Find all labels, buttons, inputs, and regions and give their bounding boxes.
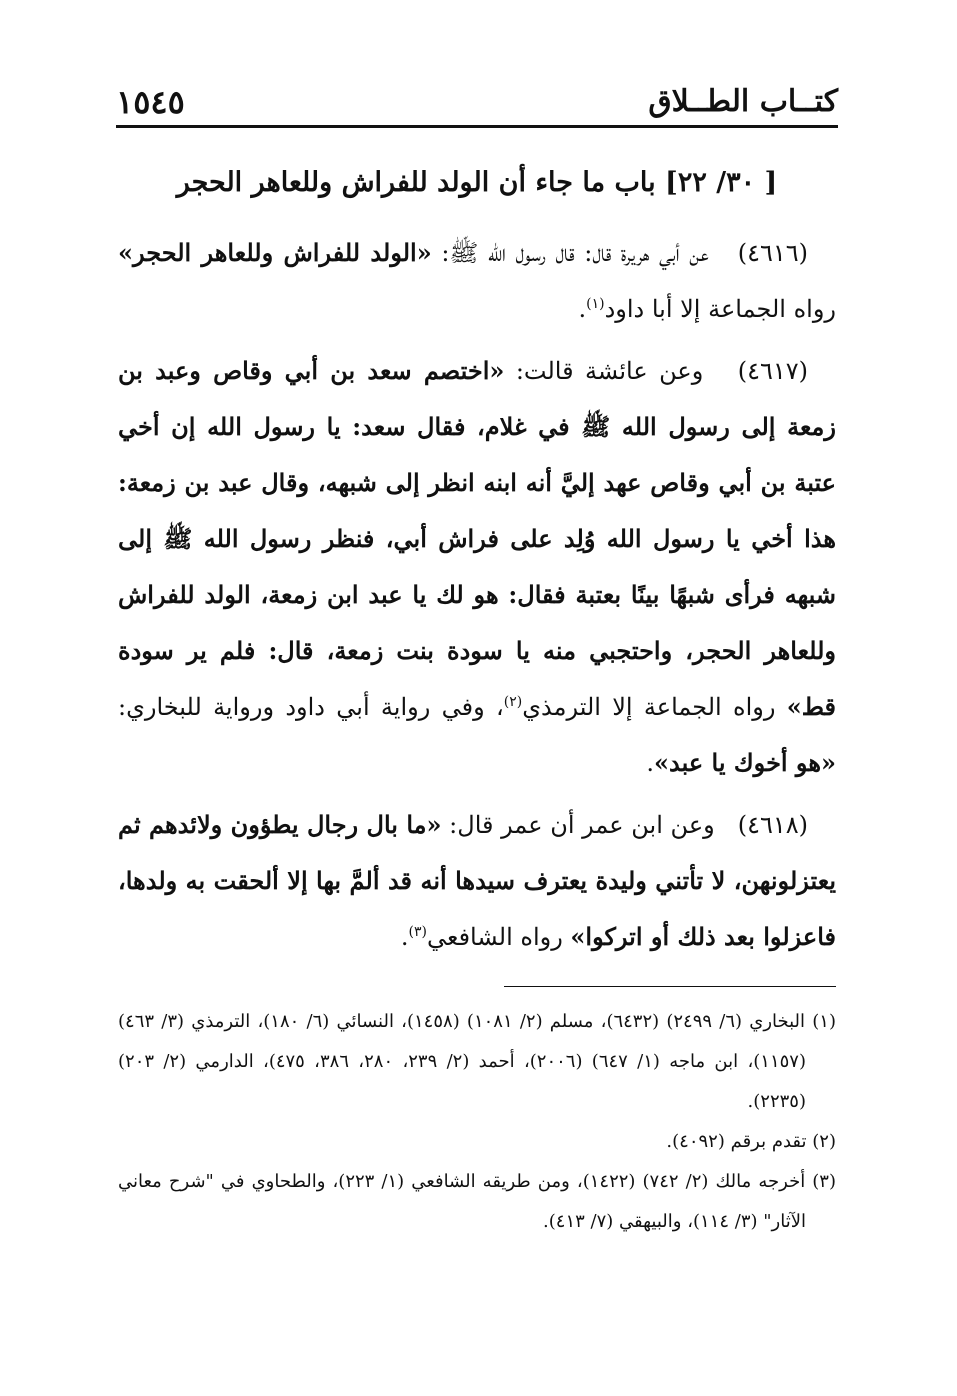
page-header [116, 82, 838, 124]
footnote-2: (٢) تقدم برقم (٤٠٩٢). [666, 1131, 836, 1152]
footnote-3: (٣) أخرجه مالك (٢/ ٧٤٢) (١٤٢٢)، ومن طريقه الشافعي (١/ ٢٢٣)، والطحاوي في "شرح معاني الآثار" (٣/ ١١٤)، والبيهقي (٧/ ٤١٣). [118, 1171, 836, 1232]
hadith-end: . [578, 295, 587, 323]
hadith-variant-matn: «هو أخوك يا عبد» [654, 748, 836, 777]
footnote-1: (١) البخاري (٦/ ٢٤٩٩) (٦٤٣٢)، مسلم (٢/ ١٠٨١) (١٤٥٨)، النسائي (٦/ ١٨٠)، الترمذي (٣/ ٤٦٣) (١١٥٧)، ابن ماجه (١/ ٦٤٧) (٢٠٠٦)، أحمد (٢/ ٢٣٩، ٢٨٠، ٣٨٦، ٤٧٥)، الدارمي (٢/ ٢٠٣) (٢٢٣٥). [118, 1011, 836, 1112]
hadith-number: (٤٦١٨) [737, 811, 809, 839]
footnote-separator [504, 986, 836, 987]
body-text [118, 225, 836, 971]
hadith-4617 [118, 343, 836, 791]
hadith-attribution: رواه الجماعة إلا الترمذي [522, 693, 787, 721]
hadith-intro: وعن ابن عمر أن عمر قال: [441, 811, 715, 839]
page-number: ١٥٤٥ [116, 83, 185, 121]
hadith-end: . [646, 749, 655, 777]
footnote-ref-1[interactable]: (١) [586, 296, 605, 312]
footnote-ref-3[interactable]: (٣) [408, 924, 427, 940]
hadith-4616 [118, 225, 836, 337]
hadith-matn: «ما بال رجال يطؤون ولائدهم ثم يعتزلونهن، لا تأتني وليدة يعترف سيدها أنه قد ألمَّ بها إلا ألحقت به ولدها، فاعزلوا بعد ذلك أو اتركوا» [118, 810, 836, 951]
hadith-end: . [400, 923, 409, 951]
footnotes [118, 1002, 836, 1242]
hadith-variant-intro: ، وفي رواية أبي داود ورواية للبخاري: [118, 693, 504, 721]
hadith-attribution: رواه الشافعي [426, 923, 571, 951]
hadith-matn: «الولد للفراش وللعاهر الحجر» [118, 238, 432, 267]
hadith-number: (٤٦١٧) [737, 357, 809, 385]
running-title: كتــاب الطــلاق [648, 84, 838, 119]
hadith-intro: عن أبي هريرة قال: قال رسول الله ﷺ: [431, 239, 709, 267]
hadith-matn: «اختصم سعد بن أبي وقاص وعبد بن زمعة إلى رسول الله ﷺ في غلام، فقال سعد: يا رسول الله إن أخي عتبة بن أبي وقاص عهد إليَّ أنه ابنه انظر إلى شبهه، وقال عبد بن زمعة: هذا أخي يا رسول الله وُلِد على فراش أبي، فنظر رسول الله ﷺ إلى شبهه فرأى شبهًا بينًا بعتبة فقال: هو لك يا عبد ابن زمعة، الولد للفراش وللعاهر الحجر، واحتجبي منه يا سودة بنت زمعة، قال: فلم ير سودة قط» [118, 356, 837, 721]
section-title: [ ٣٠/ ٢٢] باب ما جاء أن الولد للفراش وللعاهر الحجر [176, 167, 778, 198]
hadith-intro: وعن عائشة قالت: [504, 357, 704, 385]
hadith-4618 [118, 797, 836, 965]
footnote-ref-2[interactable]: (٢) [503, 694, 523, 710]
hadith-attribution: رواه الجماعة إلا أبا داود [604, 295, 836, 323]
header-rule [116, 125, 838, 128]
hadith-number: (٤٦١٦) [737, 239, 808, 267]
